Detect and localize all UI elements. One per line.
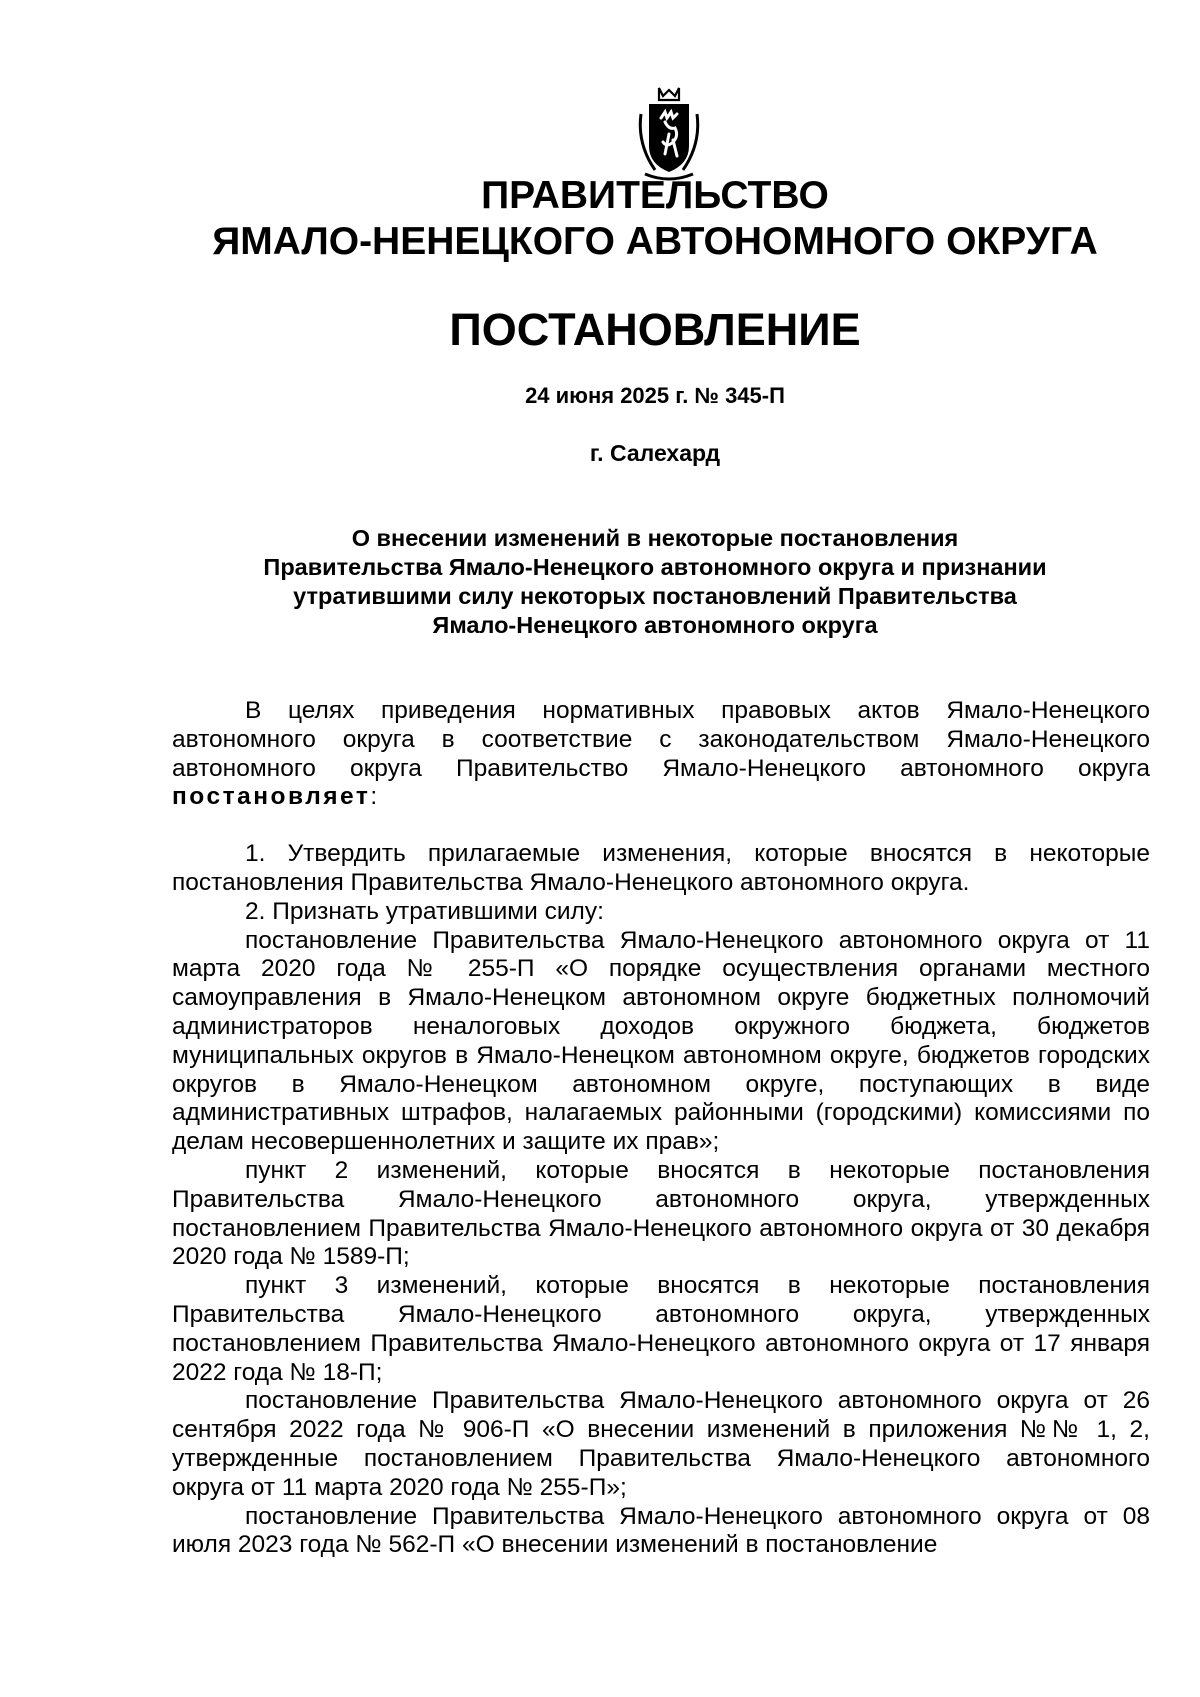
preamble-paragraph bbox=[172, 697, 1150, 812]
subject-line: О внесении изменений в некоторые постановления bbox=[351, 525, 959, 551]
decree-word: постановляет bbox=[172, 783, 371, 811]
organization-name-line-1: ПРАВИТЕЛЬСТВО bbox=[481, 174, 829, 217]
decree-colon: : bbox=[370, 783, 378, 811]
coat-of-arms-emblem bbox=[635, 84, 703, 184]
document-city: г. Салехард bbox=[589, 440, 721, 466]
document-date-number: 24 июня 2025 г. № 345-П bbox=[525, 383, 785, 408]
subject-line: Правительства Ямало-Ненецкого автономного округа и признании bbox=[263, 554, 1047, 580]
subject-line: Ямало-Ненецкого автономного округа bbox=[432, 612, 878, 638]
document-type: ПОСТАНОВЛЕНИЕ bbox=[449, 304, 861, 355]
body-paragraph: 2. Признать утратившими силу: bbox=[245, 897, 604, 925]
body-paragraph: постановление Правительства Ямало-Ненецкого автономного округа от 11 марта 2020 года № 255-П «О порядке осуществления органами местного самоуправления в Ямало-Ненецком автономном округе бюджетных полномочий администраторов неналоговых доходов окружного бюджета, бюджетов муниципальных округов в Ямало-Ненецком автономном округе, бюджетов городских округов в Ямало-Ненецком автономном округе, поступающих в виде административных штрафов, налагаемых районными (городскими) комиссиями по делам несовершеннолетних и защите их прав»; bbox=[172, 926, 1150, 1156]
body-paragraph: 1. Утвердить прилагаемые изменения, которые вносятся в некоторые постановления Правительства Ямало-Ненецкого автономного округа. bbox=[172, 840, 1150, 896]
body-paragraph: постановление Правительства Ямало-Ненецкого автономного округа от 26 сентября 2022 года № 906-П «О внесении изменений в приложения №№ 1, 2, утвержденные постановлением Правительства Ямало-Ненецкого автономного округа от 11 марта 2020 года № 255-П»; bbox=[172, 1387, 1150, 1501]
organization-name-line-2: ЯМАЛО-НЕНЕЦКОГО АВТОНОМНОГО ОКРУГА bbox=[212, 220, 1098, 263]
body-paragraph: пункт 3 изменений, которые вносятся в некоторые постановления Правительства Ямало-Ненецкого автономного округа, утвержденных постановлением Правительства Ямало-Ненецкого автономного округа от 17 января 2022 года № 18-П; bbox=[172, 1272, 1150, 1386]
preamble-text: В целях приведения нормативных правовых актов Ямало-Ненецкого автономного округа в соответствие с законодательством Ямало-Ненецкого автономного округа Правительство Ямало-Ненецкого автономного округа bbox=[172, 697, 1150, 782]
document-body bbox=[172, 697, 1150, 1560]
body-paragraph: постановление Правительства Ямало-Ненецкого автономного округа от 08 июля 2023 года № 562-П «О внесении изменений в постановление bbox=[172, 1502, 1150, 1559]
subject-line: утратившими силу некоторых постановлений Правительства bbox=[293, 583, 1017, 609]
body-paragraph: пункт 2 изменений, которые вносятся в некоторые постановления Правительства Ямало-Ненецкого автономного округа, утвержденных постановлением Правительства Ямало-Ненецкого автономного округа от 30 декабря 2020 года № 1589-П; bbox=[172, 1156, 1150, 1271]
document-subject bbox=[200, 524, 1110, 640]
